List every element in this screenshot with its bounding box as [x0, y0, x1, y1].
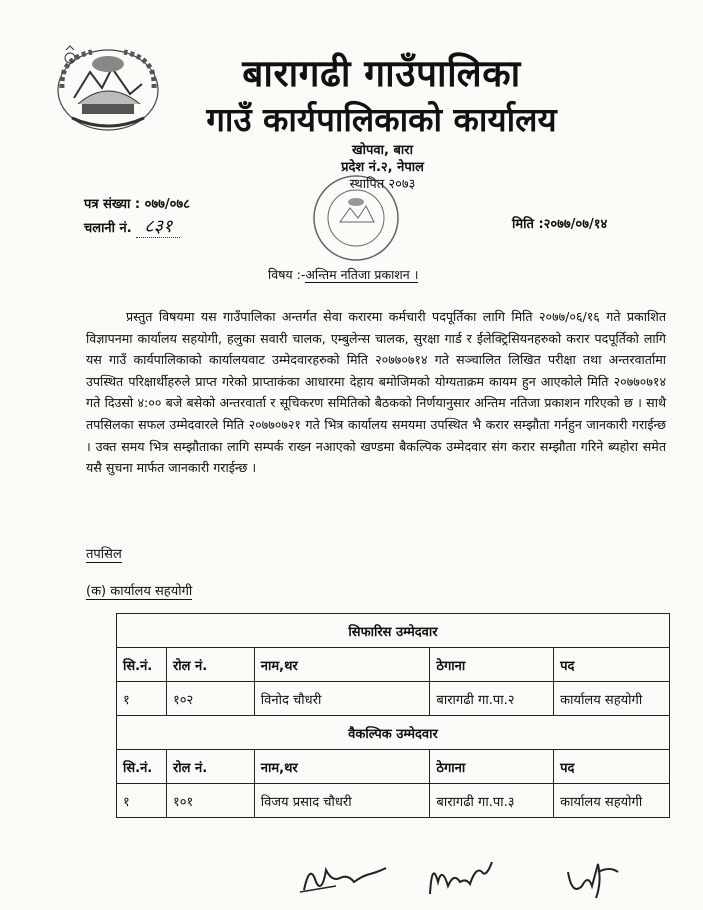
table-cell: बारागढी गा.पा.३: [430, 784, 554, 818]
table-cell: १०२: [166, 682, 254, 716]
dispatch-number-label: चलानी नं.: [84, 221, 132, 236]
subject-line: [268, 266, 418, 283]
address-line-2: प्रदेश नं.२, नेपाल: [341, 160, 424, 175]
signature-1: [296, 852, 392, 898]
office-title: गाउँ कार्यपालिकाको कार्यालय: [206, 100, 557, 139]
column-header: नाम,थर: [254, 750, 430, 784]
table-header-row: [117, 648, 670, 682]
table-cell: १०१: [166, 784, 254, 818]
dispatch-number: [84, 214, 180, 238]
signature-2: [420, 852, 500, 902]
established-line: स्थापित २०७३: [349, 177, 416, 192]
subject-text: अन्तिम नतिजा प्रकाशन ।: [305, 267, 419, 282]
column-header: ठेगाना: [430, 750, 554, 784]
date: मिति :२०७७/०७/१४: [512, 217, 608, 232]
address-line-1: खोपवा, बारा: [352, 143, 413, 158]
column-header: ठेगाना: [430, 648, 554, 682]
letter-number: पत्र संख्या : ०७७/०७८: [84, 197, 190, 212]
column-header: पद: [554, 648, 670, 682]
section-heading: (क) कार्यालय सहयोगी: [86, 581, 192, 600]
alternate-title: वैकल्पिक उम्मेदवार: [117, 716, 670, 750]
table-cell: कार्यालय सहयोगी: [554, 682, 670, 716]
office-stamp: [300, 172, 412, 264]
table-cell: विनोद चौधरी: [254, 682, 430, 716]
results-table: [116, 613, 670, 818]
table-cell: कार्यालय सहयोगी: [554, 784, 670, 818]
table-cell: विजय प्रसाद चौधरी: [254, 784, 430, 818]
table-cell: १: [117, 682, 167, 716]
notice-body: प्रस्तुत विषयमा यस गाउँपालिका अन्तर्गत सेवा करारमा कर्मचारी पदपूर्तिका लागि मिति २०७७/०६/१६ गते प्रकाशित विज्ञापनमा कार्यालय सहयोगी, हलुका सवारी चालक, एम्बुलेन्स चालक, सुरक्षा गार्ड र ईलेक्ट्रिसियनहरुको करार पदपूर्तिको लागि यस गाउँ कार्यपालिकाको कार्यालयवाट उम्मेदवारहरुको मिति २०७७०७१४ गते सञ्चालित लिखित परीक्षा तथा अन्तरवार्तामा उपस्थित परिक्षार्थीहरुले प्राप्त गरेको प्राप्ताकंका आधारमा देहाय बमोजिमको योग्यताक्रम कायम हुन आएकोले मिति २०७७०७१४ गते दिउसो ४:०० बजे बसेको अन्तरवार्ता र सूचिकरण समितिको बैठकको निर्णयानुसार अन्तिम नतिजा प्रकाशन गरिएको छ । साथै तपसिलका सफल उम्मेदवारले मिति २०७७०७२१ गते भित्र कार्यालय समयमा उपस्थित भै करार सम्झौता गर्नहुन जानकारी गराईन्छ । उक्त समय भित्र सम्झौताका लागि सम्पर्क राख्न नआएको खण्डमा बैकल्पिक उम्मेदवार संग करार सम्झौता गरिने ब्यहोरा समेत यसै सुचना मार्फत जानकारी गराईन्छ ।: [86, 309, 666, 476]
table-row: [117, 682, 670, 716]
subject-prefix: विषय :-: [268, 267, 306, 282]
tapsil-heading: तपसिल: [86, 544, 122, 563]
table-row: [117, 784, 670, 818]
signature-3: [562, 852, 622, 904]
column-header: रोल नं.: [166, 750, 254, 784]
municipality-title: बारागढी गाउँपालिका: [242, 52, 521, 95]
table-cell: बारागढी गा.पा.२: [430, 682, 554, 716]
column-header: नाम,थर: [254, 648, 430, 682]
column-header: सि.नं.: [117, 648, 167, 682]
recommended-title-row: [117, 614, 670, 648]
column-header: सि.नं.: [117, 750, 167, 784]
recommended-title: सिफारिस उम्मेदवार: [117, 614, 670, 648]
dispatch-number-value: ८३१: [136, 216, 180, 238]
column-header: पद: [554, 750, 670, 784]
alternate-title-row: [117, 716, 670, 750]
table-header-row: [117, 750, 670, 784]
column-header: रोल नं.: [166, 648, 254, 682]
table-cell: १: [117, 784, 167, 818]
